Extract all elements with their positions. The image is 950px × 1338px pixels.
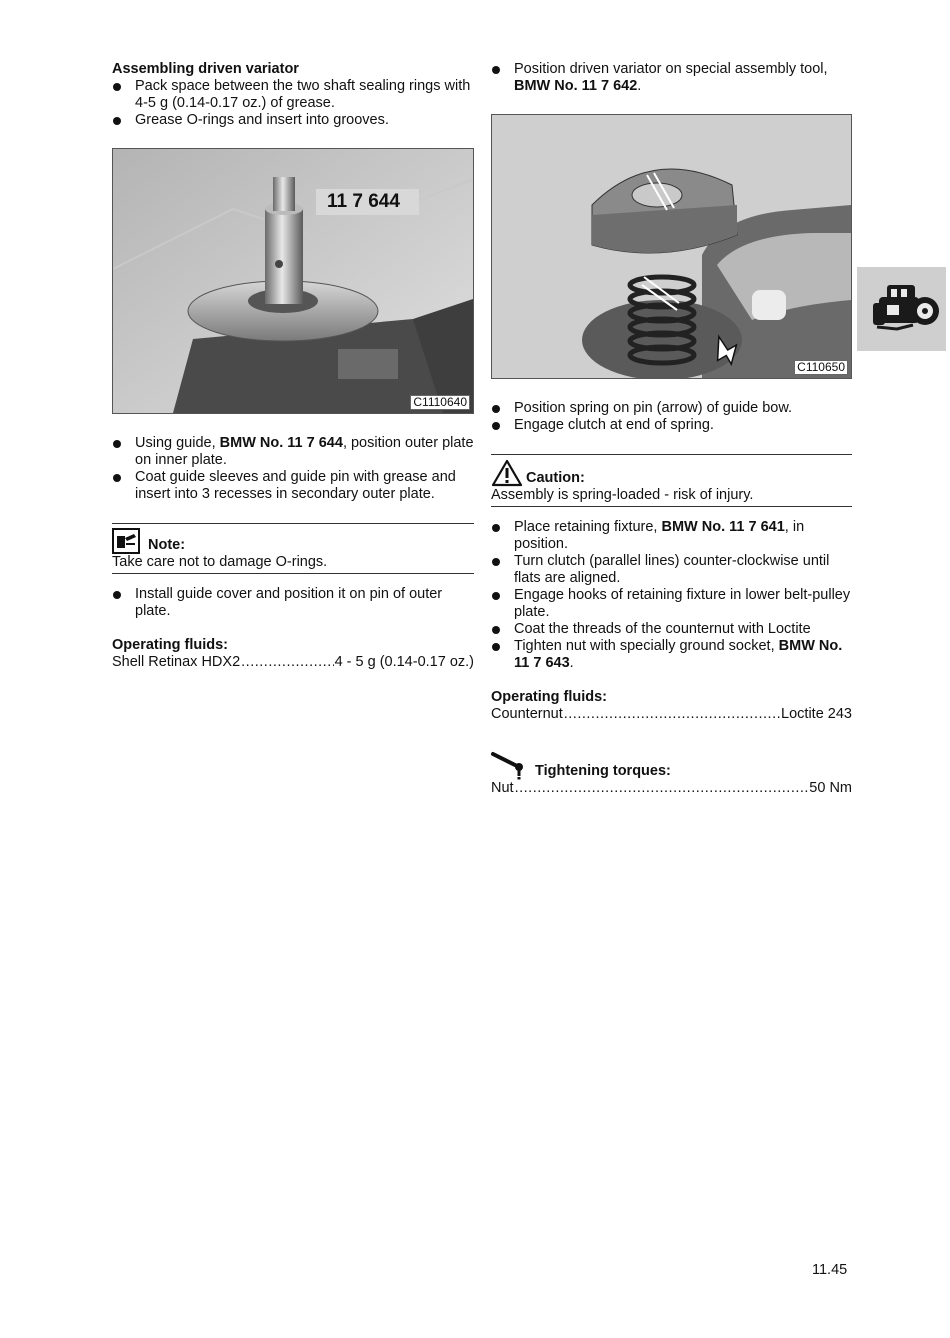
fluid-value: 4 - 5 g (0.14-0.17 oz.) bbox=[334, 654, 474, 670]
figure-code: C110650 bbox=[794, 360, 848, 375]
list-item: Grease O-rings and insert into grooves. bbox=[112, 112, 474, 129]
operating-fluids bbox=[491, 689, 852, 723]
list-item: Position driven variator on special assembly tool, BMW No. 11 7 642. bbox=[491, 61, 852, 95]
operating-fluids bbox=[112, 637, 474, 671]
torque-value: 50 Nm bbox=[809, 780, 852, 796]
fluids-title: Operating fluids: bbox=[491, 689, 607, 705]
list-item: Using guide, BMW No. 11 7 644, position outer plate on inner plate. bbox=[112, 435, 474, 469]
engine-chapter-icon bbox=[857, 267, 946, 351]
left-column bbox=[112, 61, 474, 671]
caution-box bbox=[491, 454, 852, 507]
note-box bbox=[112, 523, 474, 574]
list-item: Engage hooks of retaining fixture in lower belt-pulley plate. bbox=[491, 587, 852, 621]
list-item: Coat guide sleeves and guide pin with grease and insert into 3 recesses in secondary outer plate. bbox=[112, 469, 474, 503]
step-list-b bbox=[112, 435, 474, 503]
note-text: Take care not to damage O-rings. bbox=[112, 554, 328, 570]
step-list-b bbox=[491, 400, 852, 434]
caution-text: Assembly is spring-loaded - risk of injury. bbox=[491, 487, 754, 503]
tightening-torques bbox=[491, 750, 852, 797]
list-item: Engage clutch at end of spring. bbox=[491, 417, 852, 434]
step-list-a bbox=[112, 78, 474, 129]
tool-number-label: 11 7 644 bbox=[316, 189, 419, 215]
list-item: Position spring on pin (arrow) of guide bow. bbox=[491, 400, 852, 417]
fluid-name: Shell Retinax HDX2 bbox=[112, 654, 241, 670]
fluid-row bbox=[491, 706, 852, 723]
list-item: Turn clutch (parallel lines) counter-clockwise until flats are aligned. bbox=[491, 553, 852, 587]
warning-triangle-icon bbox=[491, 459, 523, 487]
step-list-a bbox=[491, 61, 852, 95]
fluid-name: Counternut bbox=[491, 706, 563, 722]
figure-code: C1110640 bbox=[410, 395, 470, 410]
list-item: Tighten nut with specially ground socket, BMW No. 11 7 643. bbox=[491, 638, 852, 672]
torque-wrench-icon bbox=[491, 750, 529, 780]
section-title: Assembling driven variator bbox=[112, 61, 299, 77]
fluids-title: Operating fluids: bbox=[112, 637, 228, 653]
figure-variator-spring bbox=[491, 114, 852, 379]
variator-spring-photo bbox=[492, 115, 851, 378]
note-title: Note: bbox=[148, 537, 186, 553]
torque-name: Nut bbox=[491, 780, 514, 796]
chapter-tab bbox=[857, 267, 946, 351]
guide-tool-photo bbox=[113, 149, 473, 413]
step-list-c bbox=[491, 519, 852, 672]
torques-title: Tightening torques: bbox=[535, 763, 671, 779]
right-column bbox=[491, 61, 852, 797]
list-item: Coat the threads of the counternut with Loctite bbox=[491, 621, 852, 638]
step-list-c bbox=[112, 586, 474, 620]
note-icon bbox=[112, 528, 140, 554]
fluid-value: Loctite 243 bbox=[781, 706, 852, 722]
torque-row bbox=[491, 780, 852, 797]
list-item: Pack space between the two shaft sealing rings with 4-5 g (0.14-0.17 oz.) of grease. bbox=[112, 78, 474, 112]
page-number: 11.45 bbox=[812, 1262, 848, 1278]
figure-guide-tool bbox=[112, 148, 474, 414]
caution-title: Caution: bbox=[526, 470, 585, 486]
list-item: Install guide cover and position it on pin of outer plate. bbox=[112, 586, 474, 620]
list-item: Place retaining fixture, BMW No. 11 7 641, in position. bbox=[491, 519, 852, 553]
fluid-row bbox=[112, 654, 474, 671]
